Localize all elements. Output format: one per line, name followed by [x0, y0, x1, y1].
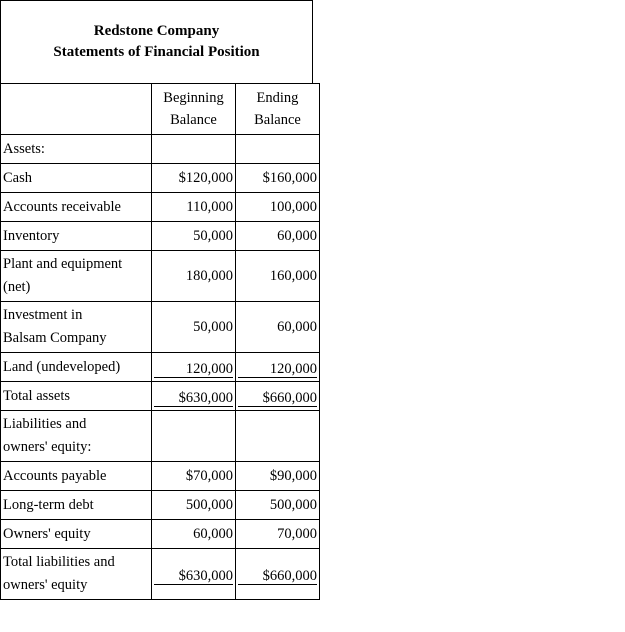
row-label: Owners' equity: [1, 520, 152, 549]
beginning-value: 50,000: [152, 302, 236, 353]
row-label: Accounts receivable: [1, 193, 152, 222]
beginning-value: $70,000: [152, 462, 236, 491]
ending-value: 160,000: [236, 251, 320, 302]
table-row: [1, 222, 320, 251]
table-row: [1, 491, 320, 520]
row-label: Total liabilities and owners' equity: [1, 549, 152, 600]
liabilities-heading: Liabilities and owners' equity:: [1, 411, 152, 462]
ending-value: 70,000: [236, 520, 320, 549]
beginning-value: 50,000: [152, 222, 236, 251]
row-label: Cash: [1, 164, 152, 193]
beginning-value: 60,000: [152, 520, 236, 549]
ending-value: $660,000: [236, 382, 320, 411]
ending-value: 60,000: [236, 222, 320, 251]
beginning-value: $630,000: [152, 382, 236, 411]
beginning-value: 110,000: [152, 193, 236, 222]
table-row: [1, 251, 320, 302]
ending-value: 100,000: [236, 193, 320, 222]
assets-heading: Assets:: [1, 135, 152, 164]
table-row: [1, 353, 320, 382]
beginning-value: 120,000: [152, 353, 236, 382]
balance-table: [0, 83, 320, 600]
column-header-row: [1, 84, 320, 135]
table-row: [1, 549, 320, 600]
row-label: Plant and equipment (net): [1, 251, 152, 302]
beginning-value: 500,000: [152, 491, 236, 520]
ending-value: $160,000: [236, 164, 320, 193]
row-label: Long-term debt: [1, 491, 152, 520]
table-row: [1, 382, 320, 411]
beginning-balance-header: Beginning Balance: [152, 84, 236, 135]
ending-value: 500,000: [236, 491, 320, 520]
table-row: [1, 462, 320, 491]
table-row: [1, 135, 320, 164]
row-label: Land (undeveloped): [1, 353, 152, 382]
beginning-value: $120,000: [152, 164, 236, 193]
statement-title: Statements of Financial Position: [53, 44, 260, 60]
financial-statement: [0, 0, 317, 600]
statement-title-box: [0, 0, 313, 83]
beginning-value: $630,000: [152, 549, 236, 600]
table-row: [1, 411, 320, 462]
row-label: Inventory: [1, 222, 152, 251]
ending-value: $90,000: [236, 462, 320, 491]
table-row: [1, 164, 320, 193]
ending-value: 60,000: [236, 302, 320, 353]
row-label: Investment in Balsam Company: [1, 302, 152, 353]
ending-balance-header: Ending Balance: [236, 84, 320, 135]
header-blank-cell: [1, 84, 152, 135]
ending-value: 120,000: [236, 353, 320, 382]
table-row: [1, 302, 320, 353]
ending-value: $660,000: [236, 549, 320, 600]
table-row: [1, 520, 320, 549]
row-label: Accounts payable: [1, 462, 152, 491]
beginning-value: 180,000: [152, 251, 236, 302]
table-row: [1, 193, 320, 222]
row-label: Total assets: [1, 382, 152, 411]
company-name: Redstone Company: [93, 23, 220, 39]
